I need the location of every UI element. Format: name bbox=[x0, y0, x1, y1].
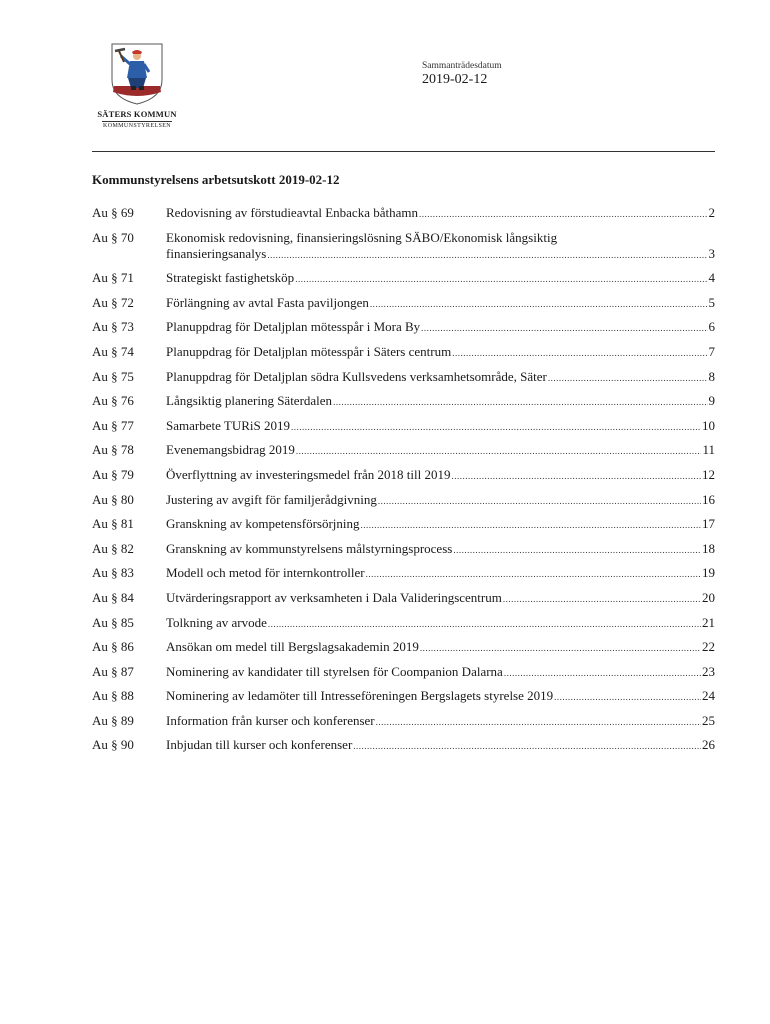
toc-page: 24 bbox=[702, 688, 715, 704]
toc-number: Au § 85 bbox=[92, 614, 134, 630]
meeting-date-block bbox=[422, 61, 502, 88]
dot-leader bbox=[453, 542, 701, 558]
toc-entry bbox=[92, 590, 715, 607]
dot-leader bbox=[295, 271, 707, 287]
toc-entry bbox=[92, 418, 715, 435]
toc-entry bbox=[92, 492, 715, 509]
toc-page: 11 bbox=[702, 442, 715, 458]
toc-page: 2 bbox=[708, 205, 715, 220]
date-value: 2019-02-12 bbox=[422, 72, 488, 87]
toc-page: 22 bbox=[702, 639, 715, 655]
logo-name: SÄTERS KOMMUN bbox=[97, 109, 177, 119]
toc-entry bbox=[92, 205, 715, 222]
toc-title: Inbjudan till kurser och konferenser bbox=[166, 737, 353, 753]
header-divider bbox=[92, 151, 715, 152]
toc-number: Au § 88 bbox=[92, 688, 134, 704]
toc-page: 16 bbox=[702, 491, 715, 507]
dot-leader bbox=[503, 591, 701, 607]
toc-title: Information från kurser och konferenser bbox=[166, 712, 375, 728]
toc-title: Justering av avgift för familjerådgivning bbox=[166, 491, 377, 507]
dot-leader bbox=[370, 296, 708, 312]
toc-entry bbox=[92, 344, 715, 361]
toc-number: Au § 90 bbox=[92, 737, 134, 753]
toc-number: Au § 76 bbox=[92, 393, 134, 409]
dot-leader bbox=[268, 616, 701, 632]
toc-number: Au § 86 bbox=[92, 639, 134, 655]
toc-number: Au § 71 bbox=[92, 270, 134, 286]
toc-title-continued: finansieringsanalys bbox=[166, 245, 267, 261]
document-title: Kommunstyrelsens arbetsutskott 2019-02-12 bbox=[92, 172, 340, 187]
toc-number: Au § 74 bbox=[92, 343, 134, 359]
toc-title: Strategiskt fastighetsköp bbox=[166, 270, 295, 286]
toc-page: 7 bbox=[708, 343, 715, 359]
table-of-contents bbox=[92, 205, 715, 762]
dot-leader bbox=[452, 345, 707, 361]
dot-leader bbox=[420, 640, 701, 656]
toc-title: Modell och metod för internkontroller bbox=[166, 565, 365, 581]
toc-number: Au § 77 bbox=[92, 417, 134, 433]
dot-leader bbox=[296, 443, 702, 459]
toc-number: Au § 82 bbox=[92, 540, 134, 556]
toc-entry bbox=[92, 664, 715, 681]
toc-entry bbox=[92, 615, 715, 632]
dot-leader bbox=[378, 493, 701, 509]
toc-title: Nominering av ledamöter till Intresseföreningen Bergslagets styrelse 2019 bbox=[166, 688, 554, 704]
toc-page: 10 bbox=[702, 417, 715, 433]
toc-title: Evenemangsbidrag 2019 bbox=[166, 442, 295, 458]
dot-leader bbox=[333, 394, 707, 410]
toc-entry bbox=[92, 270, 715, 287]
toc-number: Au § 69 bbox=[92, 205, 134, 220]
toc-title: Planuppdrag för Detaljplan mötesspår i Säters centrum bbox=[166, 343, 452, 359]
toc-entry bbox=[92, 230, 715, 263]
dot-leader bbox=[452, 468, 702, 484]
toc-title: Samarbete TURiS 2019 bbox=[166, 417, 290, 433]
toc-page: 18 bbox=[702, 540, 715, 556]
municipality-logo bbox=[96, 42, 178, 129]
toc-entry bbox=[92, 467, 715, 484]
toc-entry bbox=[92, 295, 715, 312]
toc-number: Au § 73 bbox=[92, 319, 134, 335]
toc-number: Au § 87 bbox=[92, 663, 134, 679]
toc-page: 23 bbox=[702, 663, 715, 679]
toc-number: Au § 84 bbox=[92, 589, 134, 605]
dot-leader bbox=[421, 320, 707, 336]
toc-entry bbox=[92, 541, 715, 558]
toc-entry bbox=[92, 737, 715, 754]
toc-entry bbox=[92, 319, 715, 336]
toc-page: 6 bbox=[708, 319, 715, 335]
toc-title: Överflyttning av investeringsmedel från 2018 till 2019 bbox=[166, 466, 451, 482]
toc-title: Förlängning av avtal Fasta paviljongen bbox=[166, 294, 369, 310]
toc-number: Au § 75 bbox=[92, 368, 134, 384]
logo-subtitle: KOMMUNSTYRELSEN bbox=[102, 123, 171, 129]
toc-entry bbox=[92, 639, 715, 656]
toc-page: 8 bbox=[708, 368, 715, 384]
dot-leader bbox=[353, 738, 701, 754]
toc-number: Au § 89 bbox=[92, 712, 134, 728]
toc-page: 12 bbox=[702, 466, 715, 482]
toc-entry bbox=[92, 565, 715, 582]
toc-page: 25 bbox=[702, 712, 715, 728]
toc-title: Långsiktig planering Säterdalen bbox=[166, 393, 333, 409]
dot-leader bbox=[366, 566, 701, 582]
dot-leader bbox=[504, 665, 701, 681]
toc-title: Planuppdrag för Detaljplan mötesspår i Mora By bbox=[166, 319, 421, 335]
toc-entry bbox=[92, 713, 715, 730]
dot-leader bbox=[548, 370, 708, 386]
toc-number: Au § 79 bbox=[92, 466, 134, 482]
dot-leader bbox=[419, 206, 708, 222]
dot-leader bbox=[361, 517, 701, 533]
toc-number: Au § 83 bbox=[92, 565, 134, 581]
coat-of-arms-icon bbox=[110, 42, 164, 106]
dot-leader bbox=[291, 419, 701, 435]
toc-number: Au § 70 bbox=[92, 229, 134, 245]
toc-title: Utvärderingsrapport av verksamheten i Dala Valideringscentrum bbox=[166, 589, 502, 605]
toc-page: 17 bbox=[702, 516, 715, 532]
toc-page: 4 bbox=[708, 270, 715, 286]
dot-leader bbox=[376, 714, 701, 730]
toc-title: Granskning av kommunstyrelsens målstyrningsprocess bbox=[166, 540, 453, 556]
toc-title: Nominering av kandidater till styrelsen för Coompanion Dalarna bbox=[166, 663, 503, 679]
toc-number: Au § 80 bbox=[92, 491, 134, 507]
toc-page: 3 bbox=[708, 245, 715, 261]
toc-number: Au § 72 bbox=[92, 294, 134, 310]
toc-entry bbox=[92, 369, 715, 386]
toc-page: 26 bbox=[702, 737, 715, 753]
toc-number: Au § 81 bbox=[92, 516, 134, 532]
toc-title: Ansökan om medel till Bergslagsakademin 2019 bbox=[166, 639, 419, 655]
toc-title: Ekonomisk redovisning, finansieringslösning SÄBO/Ekonomisk långsiktig bbox=[166, 229, 558, 245]
dot-leader bbox=[554, 689, 701, 705]
toc-page: 20 bbox=[702, 589, 715, 605]
toc-page: 21 bbox=[702, 614, 715, 630]
toc-number: Au § 78 bbox=[92, 442, 134, 458]
toc-entry bbox=[92, 688, 715, 705]
toc-entry bbox=[92, 516, 715, 533]
toc-title: Granskning av kompetensförsörjning bbox=[166, 516, 360, 532]
dot-leader bbox=[267, 247, 707, 263]
toc-title: Redovisning av förstudieavtal Enbacka båthamn bbox=[166, 205, 418, 220]
toc-page: 5 bbox=[708, 294, 715, 310]
toc-entry bbox=[92, 442, 715, 459]
toc-page: 9 bbox=[708, 393, 715, 409]
date-label: Sammanträdesdatum bbox=[422, 61, 502, 71]
toc-page: 19 bbox=[702, 565, 715, 581]
toc-entry bbox=[92, 393, 715, 410]
toc-title: Planuppdrag för Detaljplan södra Kullsvedens verksamhetsområde, Säter bbox=[166, 368, 547, 384]
toc-title: Tolkning av arvode bbox=[166, 614, 267, 630]
